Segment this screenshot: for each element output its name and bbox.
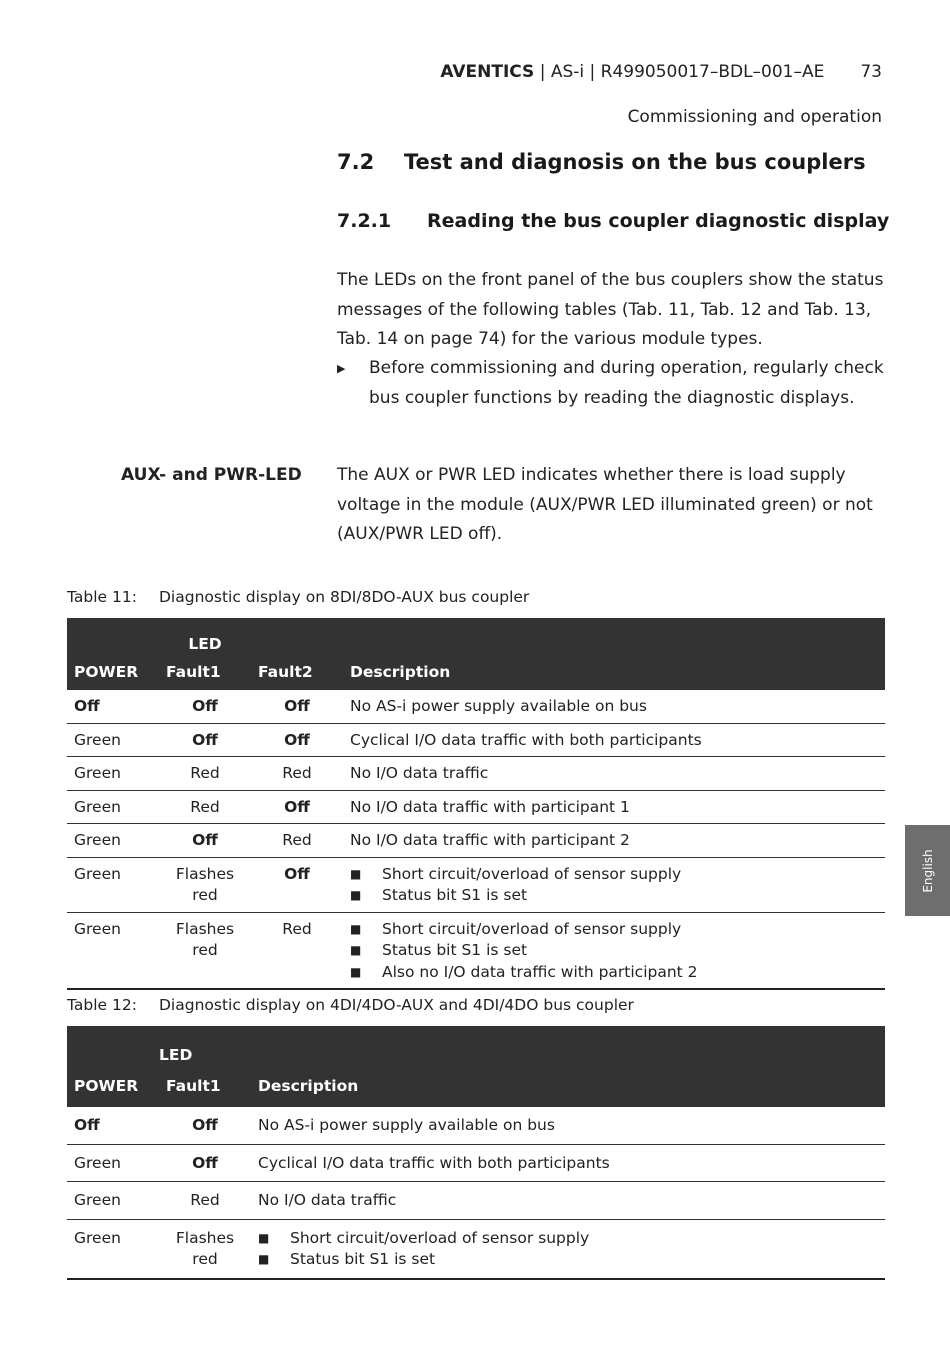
description-text: Short circuit/overload of sensor supply	[290, 1228, 590, 1247]
power-cell: Green	[67, 1144, 159, 1182]
heading-number: 7.2	[337, 150, 375, 174]
power-cell: Off	[74, 1116, 100, 1134]
square-bullet-icon: ■	[258, 1230, 270, 1245]
description-text: Short circuit/overload of sensor supply	[382, 919, 682, 938]
led-state-cell: Off	[192, 1116, 218, 1134]
column-header: Description	[251, 1064, 885, 1107]
table-row	[67, 857, 885, 912]
led-header: LED	[159, 618, 251, 653]
description-text: No I/O data traffic	[258, 1191, 397, 1209]
led-state-cell: Off	[251, 857, 343, 912]
led-state-cell: Off	[192, 697, 218, 715]
column-header: Fault1	[159, 653, 251, 690]
description-text: Cyclical I/O data traffic with both participants	[350, 730, 702, 749]
document-id: | AS-i | R499050017–BDL–001–AE	[534, 62, 825, 82]
table-12-caption	[67, 996, 634, 1014]
led-state-cell: Off	[159, 824, 251, 858]
led-state-cell	[159, 1219, 251, 1279]
heading-title: Test and diagnosis on the bus couplers	[404, 150, 866, 174]
description-cell	[343, 723, 885, 757]
led-state-cell: Red	[251, 912, 343, 989]
column-header: Fault1	[159, 1064, 251, 1107]
aux-paragraph: The AUX or PWR LED indicates whether there is load supply voltage in the module (AUX/PWR LED illuminated green) or not (AUX/PWR LED off).	[337, 465, 873, 544]
led-state-text: Flashes red	[175, 919, 235, 959]
column-header: Description	[343, 653, 885, 690]
description-cell	[343, 824, 885, 858]
led-state-cell: Red	[251, 757, 343, 791]
description-cell	[343, 857, 885, 912]
triangle-bullet-icon: ▶	[337, 362, 346, 375]
square-bullet-icon: ■	[350, 964, 362, 979]
description-text: Status bit S1 is set	[382, 941, 528, 959]
power-cell: Green	[67, 723, 159, 757]
led-state-cell: Off	[251, 723, 343, 757]
heading-number: 7.2.1	[337, 210, 392, 232]
table-12	[67, 1026, 885, 1280]
led-state-cell: Red	[159, 1182, 251, 1220]
led-state-cell: Red	[251, 824, 343, 858]
description-cell	[343, 690, 885, 723]
instruction-text: Before commissioning and during operation, regularly check bus coupler functions by reading the diagnostic displays.	[369, 358, 884, 408]
heading-7-2-1	[337, 210, 889, 232]
description-bullet	[350, 940, 878, 962]
description-text: No I/O data traffic	[350, 764, 489, 782]
table-row	[67, 1144, 885, 1182]
description-text: No AS-i power supply available on bus	[350, 697, 647, 715]
caption-label: Table 11:	[67, 588, 137, 606]
language-label: English	[920, 848, 935, 893]
led-state-text: Flashes red	[175, 1228, 235, 1268]
description-text: No I/O data traffic with participant 1	[350, 797, 630, 816]
column-header: Fault2	[251, 653, 343, 690]
table-row	[67, 824, 885, 858]
led-header: LED	[159, 1026, 251, 1064]
power-cell: Green	[67, 824, 159, 858]
square-bullet-icon: ■	[350, 888, 362, 902]
led-state-cell: Red	[159, 757, 251, 791]
caption-text: Diagnostic display on 4DI/4DO-AUX and 4DI/4DO bus coupler	[159, 996, 634, 1014]
heading-title: Reading the bus coupler diagnostic display	[427, 210, 890, 232]
column-header: POWER	[67, 1064, 159, 1107]
caption-label: Table 12:	[67, 996, 137, 1014]
table-row	[67, 1182, 885, 1220]
description-text: Status bit S1 is set	[290, 1250, 436, 1268]
description-text: No I/O data traffic with participant 2	[350, 831, 630, 849]
description-cell	[251, 1219, 885, 1279]
description-bullet	[350, 919, 878, 941]
table-row	[67, 757, 885, 791]
description-bullet	[350, 885, 878, 907]
description-text: Short circuit/overload of sensor supply	[382, 864, 682, 883]
side-heading-aux: AUX- and PWR-LED	[121, 465, 302, 485]
led-state-cell	[159, 857, 251, 912]
description-cell	[251, 1107, 885, 1144]
table-row	[67, 690, 885, 723]
running-header	[440, 62, 882, 82]
description-cell	[343, 757, 885, 791]
led-state-cell: Off	[284, 697, 310, 715]
table-row	[67, 912, 885, 989]
square-bullet-icon: ■	[350, 943, 362, 957]
column-header: POWER	[67, 653, 159, 690]
table-11	[67, 618, 885, 990]
led-state-cell: Red	[159, 790, 251, 824]
square-bullet-icon: ■	[350, 921, 362, 936]
description-text: Also no I/O data traffic with participant 2	[382, 962, 698, 981]
power-cell: Green	[67, 1182, 159, 1220]
caption-text: Diagnostic display on 8DI/8DO-AUX bus coupler	[159, 588, 530, 606]
power-cell: Green	[67, 1219, 159, 1279]
page-number: 73	[860, 62, 882, 82]
description-cell	[251, 1182, 885, 1220]
led-state-cell: Off	[159, 1144, 251, 1182]
description-bullet	[258, 1249, 878, 1271]
table-row	[67, 1219, 885, 1279]
description-bullet	[350, 962, 878, 984]
description-text: No AS-i power supply available on bus	[258, 1116, 555, 1134]
description-cell	[343, 790, 885, 824]
section-header: Commissioning and operation	[627, 107, 882, 127]
power-cell: Off	[74, 697, 100, 715]
instruction-bullet	[337, 354, 887, 413]
intro-paragraph: The LEDs on the front panel of the bus couplers show the status messages of the following tables (Tab. 11, Tab. 12 and Tab. 13, Tab. 14 on page 74) for the various module types.	[337, 270, 884, 349]
description-cell	[343, 912, 885, 989]
brand-name: AVENTICS	[440, 62, 535, 82]
table-row	[67, 790, 885, 824]
table-row	[67, 723, 885, 757]
description-text: Status bit S1 is set	[382, 886, 528, 904]
led-state-cell: Off	[159, 723, 251, 757]
power-cell: Green	[67, 757, 159, 791]
description-bullet	[350, 864, 878, 886]
power-cell: Green	[67, 857, 159, 912]
table-row	[67, 1107, 885, 1144]
power-cell: Green	[67, 912, 159, 989]
language-tab	[905, 825, 950, 916]
led-state-cell	[159, 912, 251, 989]
led-state-cell: Off	[251, 790, 343, 824]
table-11-caption	[67, 588, 529, 606]
led-state-text: Flashes red	[175, 864, 235, 904]
square-bullet-icon: ■	[350, 866, 362, 881]
heading-7-2	[337, 150, 866, 174]
power-cell: Green	[67, 790, 159, 824]
description-cell	[251, 1144, 885, 1182]
square-bullet-icon: ■	[258, 1252, 270, 1266]
description-text: Cyclical I/O data traffic with both participants	[258, 1153, 610, 1172]
description-bullet	[258, 1228, 878, 1250]
